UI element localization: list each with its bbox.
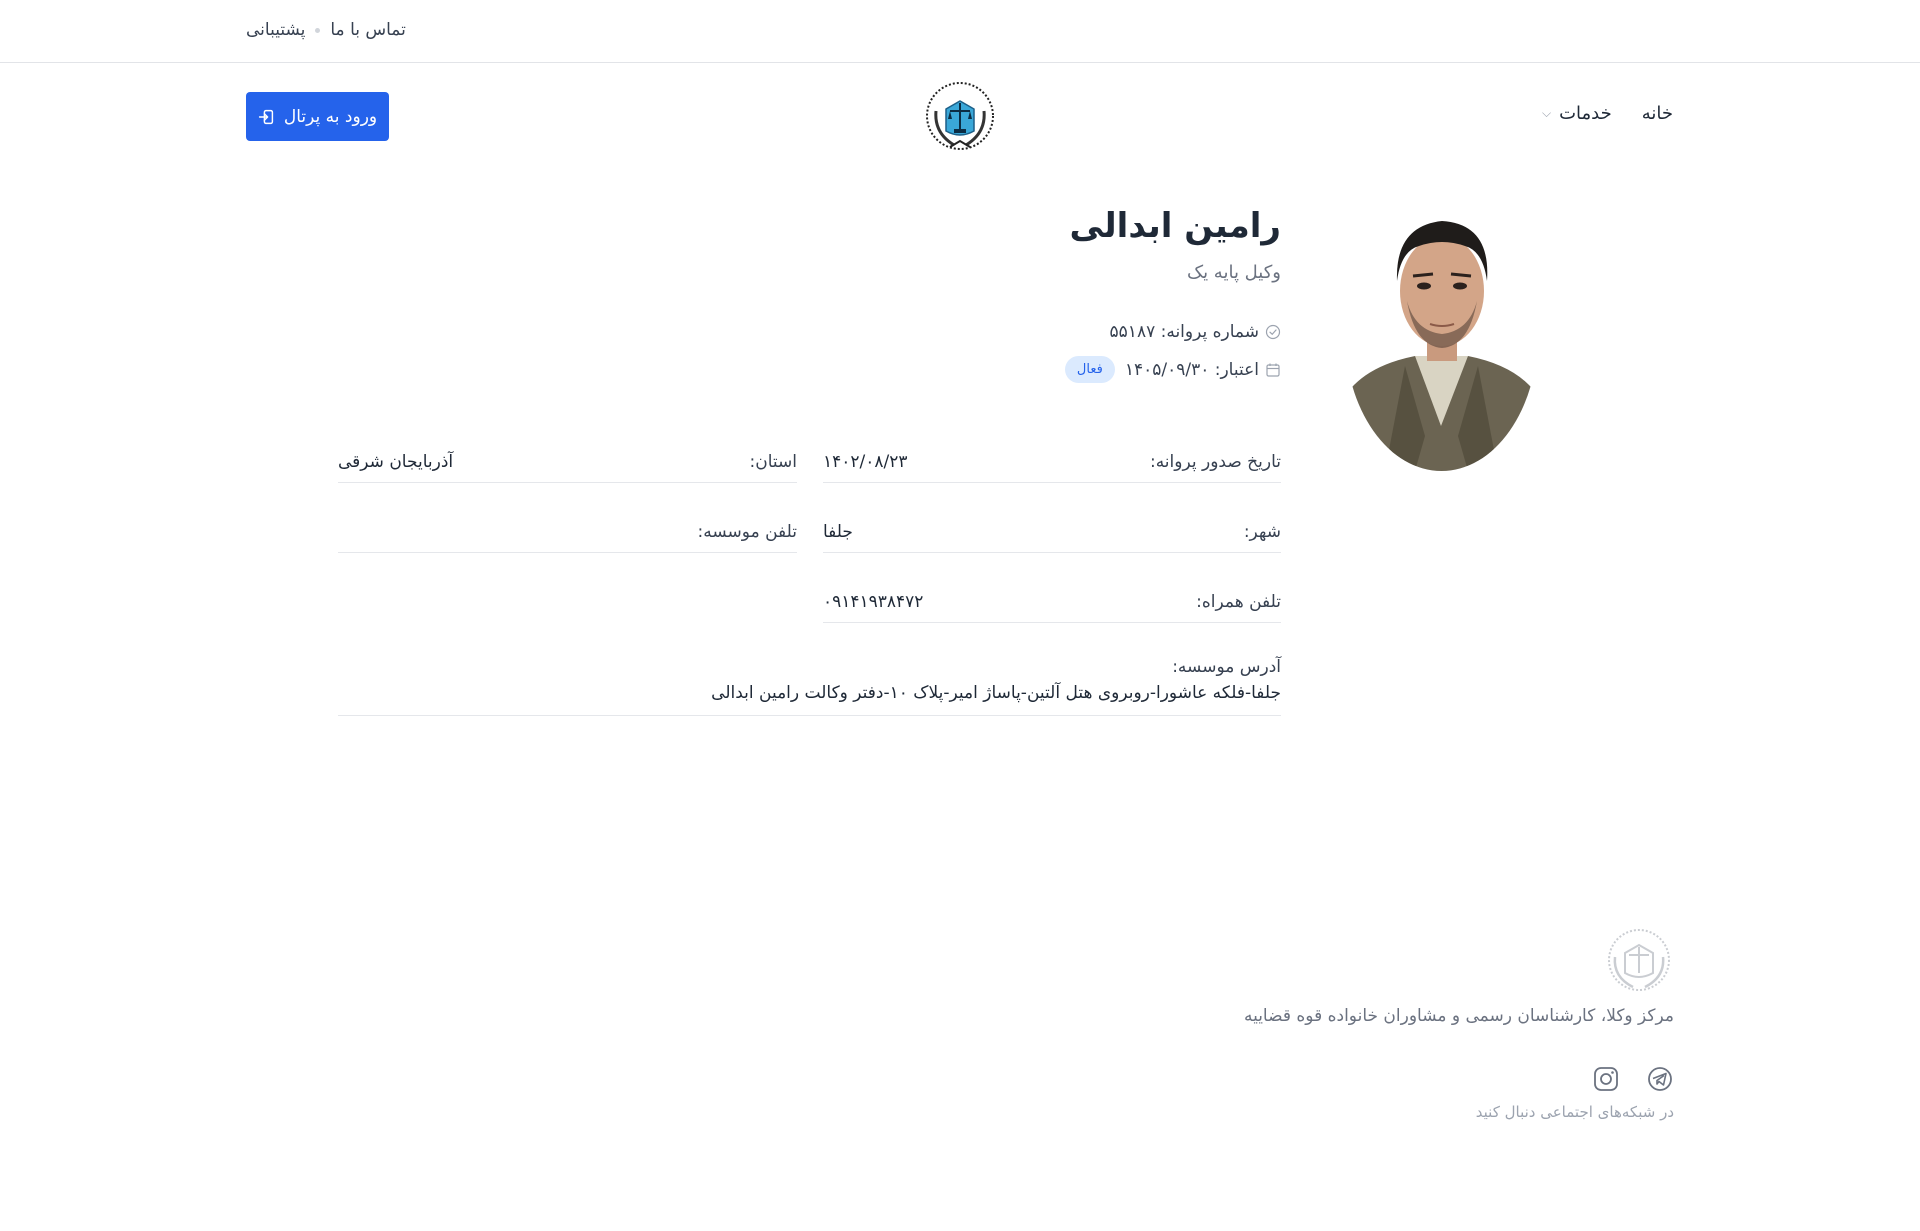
nav-home[interactable] xyxy=(1642,103,1673,124)
support-link[interactable]: پشتیبانی xyxy=(246,20,306,40)
lawyer-photo xyxy=(1345,196,1538,471)
main-nav xyxy=(1542,103,1673,124)
status-badge: فعال xyxy=(1065,356,1115,383)
top-links xyxy=(246,20,406,40)
license-number-text: شماره پروانه: ۵۵۱۸۷ xyxy=(1109,322,1259,342)
footer-org-name: مرکز وکلا، کارشناسان رسمی و مشاوران خانواده قوه قضاییه xyxy=(1243,1006,1674,1026)
chevron-down-icon: ⌵ xyxy=(1541,106,1552,120)
check-circle-icon xyxy=(1265,324,1281,340)
issue-date-label: تاریخ صدور پروانه: xyxy=(1149,452,1281,472)
portal-login-label: ورود به پرتال xyxy=(283,106,378,127)
issue-date-value: ۱۴۰۲/۰۸/۲۳ xyxy=(823,452,908,472)
mobile-value: ۰۹۱۴۱۹۳۸۴۷۲ xyxy=(823,592,924,612)
address-field xyxy=(338,657,1281,716)
validity-text: اعتبار: ۱۴۰۵/۰۹/۳۰ xyxy=(1124,359,1259,380)
city-label: شهر: xyxy=(1243,522,1281,542)
instagram-icon[interactable] xyxy=(1592,1065,1620,1093)
judiciary-logo[interactable] xyxy=(924,81,996,155)
calendar-icon xyxy=(1265,362,1281,378)
address-label: آدرس موسسه: xyxy=(1172,657,1281,677)
mobile-field xyxy=(823,583,1281,623)
portal-login-button[interactable] xyxy=(246,92,389,141)
city-field xyxy=(823,513,1281,553)
follow-social-text: در شبکه‌های اجتماعی دنبال کنید xyxy=(1475,1103,1674,1121)
footer-logo xyxy=(1605,927,1673,995)
province-value: آذربایجان شرقی xyxy=(338,452,454,472)
separator-dot xyxy=(315,28,320,33)
mobile-label: تلفن همراه: xyxy=(1196,592,1281,612)
nav-services-label: خدمات xyxy=(1559,103,1612,124)
license-number-row xyxy=(1110,322,1281,342)
validity-row xyxy=(1065,356,1281,383)
address-value: جلفا-فلکه عاشورا-روبروی هتل آلتین-پاساژ امیر-پلاک ۱۰-دفتر وکالت رامین ابدالی xyxy=(711,683,1281,703)
login-icon xyxy=(258,109,274,125)
top-bar xyxy=(0,0,1920,63)
contact-link[interactable]: تماس با ما xyxy=(330,20,406,40)
nav-services[interactable] xyxy=(1542,103,1612,124)
city-value: جلفا xyxy=(823,522,853,542)
office-phone-label: تلفن موسسه: xyxy=(697,522,797,542)
lawyer-title: وکیل پایه یک xyxy=(1186,262,1281,283)
province-label: استان: xyxy=(749,452,797,472)
header xyxy=(0,63,1920,173)
social-links xyxy=(1592,1065,1674,1093)
lawyer-name: رامین ابدالی xyxy=(1069,206,1281,246)
province-field xyxy=(338,443,797,483)
telegram-icon[interactable] xyxy=(1646,1065,1674,1093)
issue-date-field xyxy=(823,443,1281,483)
office-phone-field xyxy=(338,513,797,553)
nav-home-label: خانه xyxy=(1641,103,1673,124)
